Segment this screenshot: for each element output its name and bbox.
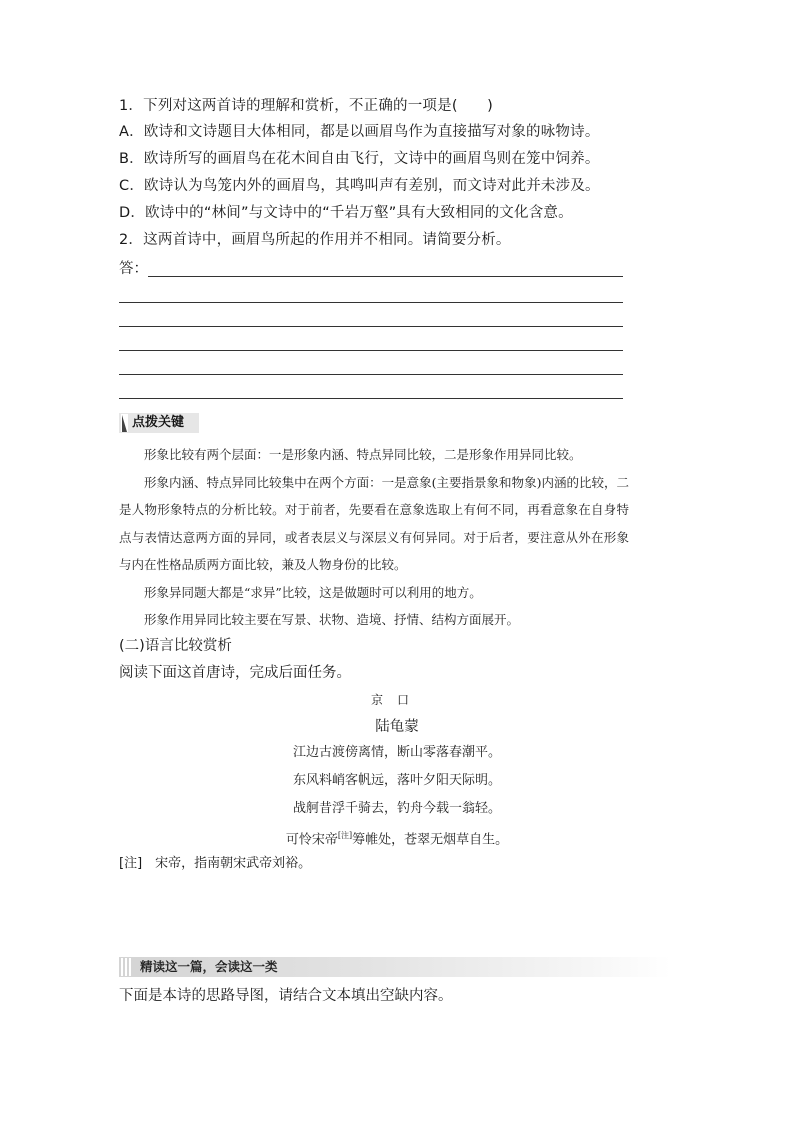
stripes-icon [121, 958, 135, 976]
poem-line [0, 827, 794, 849]
option-d: D．欧诗中的“林间”与文诗中的“千岩万壑”具有大致相同的文化含意。 [119, 205, 573, 221]
reading-instruction: 阅读下面这首唐诗，完成后面任务。 [119, 665, 351, 681]
tip-title: 点拨关键 [132, 415, 185, 430]
footnote [119, 855, 311, 873]
footnote-text: 宋帝，指南朝宋武帝刘裕。 [142, 856, 312, 871]
option-a: A．欧诗和文诗题目大体相同，都是以画眉鸟作为直接描写对象的咏物诗。 [119, 124, 600, 140]
option-c: C．欧诗认为鸟笼内外的画眉鸟，其鸣叫声有差别，而文诗对此并未涉及。 [119, 178, 600, 194]
answer-line[interactable] [119, 326, 623, 327]
answer-line[interactable] [119, 302, 623, 303]
answer-line[interactable] [119, 350, 623, 351]
tip-paragraph: 形象内涵、特点异同比较集中在两个方面：一是意象(主要指景象和物象)内涵的比较，二是人物形象特点的分析比较。对于前者，先要看在意象选取上有何不同，再看意象在自身特点与表情达意两方面的异同，或者表层义与深层义有何异同。对于后者，要注意从外在形象与内在性格品质两方面比较，兼及人物身份的比较。 [119, 474, 629, 572]
corner-mark-icon [121, 414, 128, 432]
tip-paragraph: 形象作用异同比较主要在写景、状物、造境、抒情、结构方面展开。 [144, 612, 520, 627]
answer-line[interactable] [119, 398, 623, 399]
question-1: 1．下列对这两首诗的理解和赏析，不正确的一项是( ) [119, 98, 493, 114]
answer-line[interactable] [148, 276, 623, 277]
poem-title: 京口 [370, 693, 423, 707]
answer-line[interactable] [119, 374, 623, 375]
answer-label: 答： [119, 261, 148, 277]
read-title: 精读这一篇，会读这一类 [140, 959, 278, 974]
poem-author: 陆龟蒙 [375, 719, 419, 735]
poem-line: 战舸昔浮千骑去，钓舟今载一翁轻。 [292, 801, 501, 816]
poem-line: 江边古渡傍离情，断山零落春潮平。 [292, 745, 501, 760]
footnote-tag: [注] [119, 856, 143, 871]
tip-body [119, 441, 629, 634]
footnote-marker: [注] [337, 831, 353, 840]
mindmap-instruction: 下面是本诗的思路导图，请结合文本填出空缺内容。 [119, 988, 453, 1004]
option-b: B．欧诗所写的画眉鸟在花木间自由飞行，文诗中的画眉鸟则在笼中饲养。 [119, 151, 600, 167]
poem-line-part: 筹帷处，苍翠无烟草自生。 [352, 832, 509, 848]
poem-line-part: 可怜宋帝 [285, 832, 338, 848]
question-2: 2．这两首诗中，画眉鸟所起的作用并不相同。请简要分析。 [119, 232, 511, 248]
tip-paragraph: 形象比较有两个层面：一是形象内涵、特点异同比较，二是形象作用异同比较。 [144, 447, 582, 462]
poem-line: 东风料峭客帆远，落叶夕阳天际明。 [292, 773, 501, 788]
tip-paragraph: 形象异同题大都是“求异”比较，这是做题时可以利用的地方。 [144, 584, 482, 600]
section-heading: (二)语言比较赏析 [119, 638, 232, 654]
